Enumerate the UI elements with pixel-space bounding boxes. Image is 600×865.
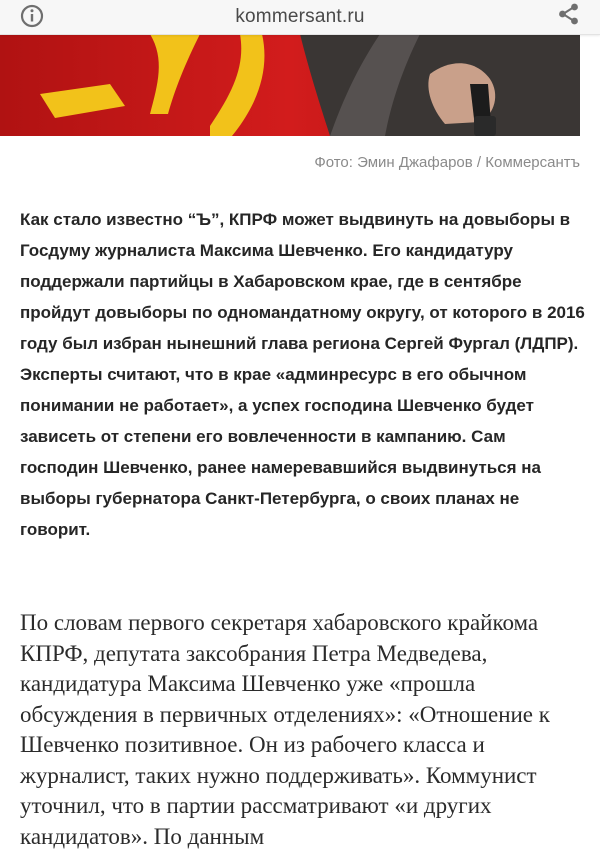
share-icon[interactable]	[556, 2, 582, 28]
article-photo	[0, 34, 580, 136]
info-icon[interactable]	[19, 3, 45, 29]
speaker-graphic	[300, 34, 580, 136]
photo-caption: Фото: Эмин Джафаров / Коммерсантъ	[314, 154, 580, 171]
article-lead: Как стало известно “Ъ”, КПРФ может выдвинуть на довыборы в Госдуму журналиста Максима Шевченко. Его кандидатуру поддержали партийцы в Хабаровском крае, где в сентябре пройдут довыборы по одномандатному округу, от которого в 2016 году был избран нынешний глава региона Сергей Фургал (ЛДПР). Эксперты считают, что в крае «админресурс в его обычном понимании не работает», а успех господина Шевченко будет зависеть от степени его вовлеченности в кампанию. Сам господин Шевченко, ранее намеревавшийся выдвинуться на выборы губернатора Санкт-Петербурга, о своих планах не говорит.	[20, 210, 585, 539]
article-paragraph: По словам первого секретаря хабаровского крайкома КПРФ, депутата заксобрания Петра Медведева, кандидатура Максима Шевченко уже «прошла обсуждения в первичных отделениях»: «Отношение к Шевченко позитивное. Он из рабочего класса и журналист, таких нужно поддерживать». Коммунист уточнил, что в партии рассматривают «и других кандидатов». По данным	[20, 610, 550, 849]
domain-label[interactable]: kommersant.ru	[235, 6, 365, 27]
browser-toolbar	[0, 0, 600, 35]
